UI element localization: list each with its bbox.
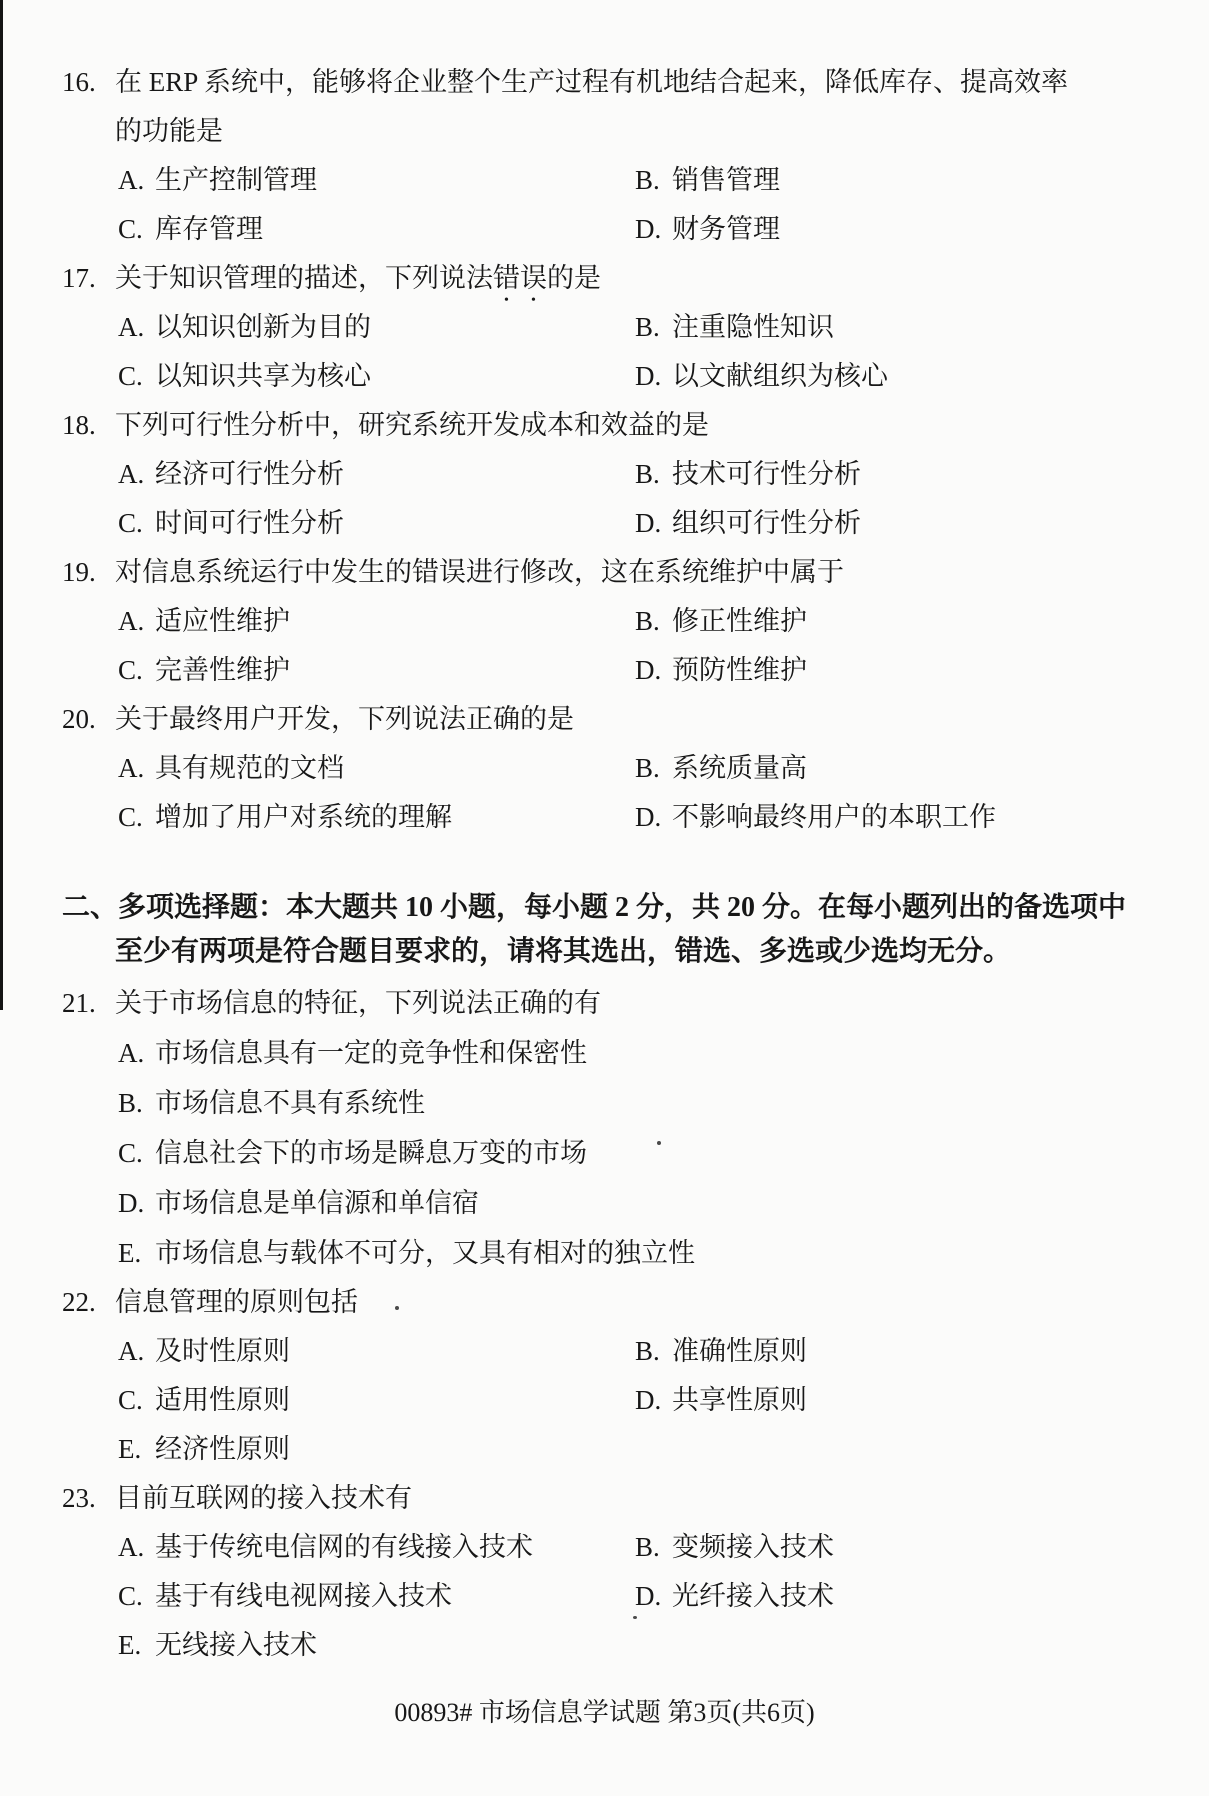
option-text: 技术可行性分析 [672,459,861,489]
option-text: 修正性维护 [672,606,807,636]
option-text: 组织可行性分析 [672,508,861,538]
option-letter: C. [118,508,143,538]
question-17-options [62,303,1158,401]
question-23-options [62,1523,1158,1670]
question-stem-text: 关于最终用户开发，下列说法正确的是 [115,704,574,734]
question-number: 23. [62,1483,96,1513]
option-text: 变频接入技术 [672,1532,834,1562]
option-text: 共享性原则 [672,1385,807,1415]
option-text: 不影响最终用户的本职工作 [672,802,996,832]
question-18 [62,401,1158,548]
question-number: 22. [62,1287,96,1317]
option-c [118,1572,635,1621]
option-b [635,744,1158,793]
question-stem-text: 在 ERP 系统中，能够将企业整个生产过程有机地结合起来，降低库存、提高效率 [115,67,1069,97]
option-letter: A. [118,753,145,783]
option-a [118,744,635,793]
option-text: 适用性原则 [155,1385,290,1415]
option-letter: C. [118,361,143,391]
section-two-header [62,886,1158,974]
question-22 [62,1278,1158,1474]
option-letter: D. [635,361,662,391]
option-letter: C. [118,214,143,244]
option-letter: B. [635,753,660,783]
option-d [635,499,1158,548]
question-16 [62,58,1158,254]
page-footer: 00893# 市场信息学试题 第3页(共6页) [394,1698,815,1727]
option-text: 准确性原则 [672,1336,807,1366]
option-a [118,156,635,205]
option-text: 系统质量高 [672,753,807,783]
question-23 [62,1474,1158,1670]
option-text: 生产控制管理 [155,165,317,195]
question-number: 21. [62,988,96,1018]
option-c [118,499,635,548]
option-c [118,1376,635,1425]
question-21-stem [62,979,1158,1028]
option-text: 库存管理 [155,214,263,244]
option-text: 市场信息是单信源和单信宿 [155,1188,479,1218]
option-c [118,205,635,254]
option-letter: A. [118,1038,145,1068]
option-letter: B. [635,1532,660,1562]
option-letter: A. [118,165,145,195]
option-text: 基于有线电视网接入技术 [155,1581,452,1611]
option-letter: A. [118,1336,145,1366]
option-text: 信息社会下的市场是瞬息万变的市场 [155,1138,587,1168]
option-letter: C. [118,802,143,832]
question-number: 20. [62,704,96,734]
option-letter: A. [118,459,145,489]
option-letter: E. [118,1238,142,1268]
question-20 [62,695,1158,842]
question-17 [62,254,1158,401]
question-stem-text: 对信息系统运行中发生的错误进行修改，这在系统维护中属于 [115,557,844,587]
option-b [635,597,1158,646]
option-letter: D. [118,1188,145,1218]
option-text: 市场信息不具有系统性 [155,1088,425,1118]
question-stem-text: 目前互联网的接入技术有 [115,1483,412,1513]
question-16-stem [62,58,1158,107]
section-two-line1 [62,886,1158,930]
option-c [118,793,635,842]
option-text: 以文献组织为核心 [672,361,888,391]
question-stem-text: 关于市场信息的特征，下列说法正确的有 [115,988,601,1018]
scan-edge-artifact [0,0,3,1010]
section-instructions: 多项选择题：本大题共 10 小题，每小题 2 分，共 20 分。在每小题列出的备选项中 [118,892,1127,923]
option-letter: C. [118,1138,143,1168]
option-b [635,450,1158,499]
stem-suffix: 的是 [547,263,601,293]
option-letter: E. [118,1630,142,1660]
option-text: 销售管理 [672,165,780,195]
question-stem-text: 下列可行性分析中，研究系统开发成本和效益的是 [115,410,709,440]
option-text: 及时性原则 [155,1336,290,1366]
option-text: 市场信息与载体不可分，又具有相对的独立性 [155,1238,695,1268]
stem-emphasized-word: 错误 [493,263,547,293]
question-17-stem [62,254,1158,303]
option-text: 经济性原则 [155,1434,290,1464]
option-letter: D. [635,1581,662,1611]
option-text: 以知识共享为核心 [155,361,371,391]
question-stem-text: 信息管理的原则包括 [115,1287,358,1317]
question-19 [62,548,1158,695]
question-21 [62,979,1158,1278]
option-a [118,1327,635,1376]
option-e [118,1425,635,1474]
option-letter: C. [118,655,143,685]
option-d [635,205,1158,254]
option-c [118,646,635,695]
question-18-stem [62,401,1158,450]
question-number: 17. [62,263,96,293]
option-b [635,303,1158,352]
option-b [118,1078,1158,1128]
question-number: 19. [62,557,96,587]
option-letter: B. [635,1336,660,1366]
option-d [635,1376,1158,1425]
option-text: 以知识创新为目的 [155,312,371,342]
option-e [118,1228,1158,1278]
question-stem-text [115,254,601,303]
option-c [118,352,635,401]
option-d [635,1572,1158,1621]
option-text: 预防性维护 [672,655,807,685]
option-e [118,1621,635,1670]
option-letter: D. [635,508,662,538]
option-text: 增加了用户对系统的理解 [155,802,452,832]
option-letter: D. [635,214,662,244]
option-text: 经济可行性分析 [155,459,344,489]
option-letter: C. [118,1385,143,1415]
question-16-options [62,156,1158,254]
option-d [635,793,1158,842]
section-number: 二、 [62,892,119,923]
question-number: 16. [62,67,96,97]
page-content [62,58,1158,1670]
option-text: 无线接入技术 [155,1630,317,1660]
option-letter: C. [118,1581,143,1611]
option-a [118,597,635,646]
option-text: 光纤接入技术 [672,1581,834,1611]
option-letter: A. [118,312,145,342]
option-letter: D. [635,655,662,685]
option-letter: E. [118,1434,142,1464]
option-text: 基于传统电信网的有线接入技术 [155,1532,533,1562]
stem-prefix: 关于知识管理的描述，下列说法 [115,263,493,293]
question-16-stem-cont: 的功能是 [115,116,223,146]
option-letter: B. [118,1088,143,1118]
option-d [118,1178,1158,1228]
question-19-stem [62,548,1158,597]
option-letter: D. [635,1385,662,1415]
option-d [635,352,1158,401]
option-b [635,156,1158,205]
option-text: 市场信息具有一定的竞争性和保密性 [155,1038,587,1068]
option-text: 具有规范的文档 [155,753,344,783]
question-21-options [62,1028,1158,1278]
section-two-line2: 至少有两项是符合题目要求的，请将其选出，错选、多选或少选均无分。 [115,936,1012,967]
option-letter: A. [118,1532,145,1562]
option-letter: D. [635,802,662,832]
option-text: 适应性维护 [155,606,290,636]
question-22-stem [62,1278,1158,1327]
option-text: 时间可行性分析 [155,508,344,538]
option-letter: B. [635,165,660,195]
option-text: 财务管理 [672,214,780,244]
option-letter: B. [635,459,660,489]
option-a [118,303,635,352]
question-number: 18. [62,410,96,440]
question-20-stem [62,695,1158,744]
option-c [118,1128,1158,1178]
option-a [118,1028,1158,1078]
option-letter: B. [635,606,660,636]
question-22-options [62,1327,1158,1474]
question-18-options [62,450,1158,548]
option-b [635,1523,1158,1572]
option-letter: A. [118,606,145,636]
question-19-options [62,597,1158,695]
option-d [635,646,1158,695]
question-23-stem [62,1474,1158,1523]
option-letter: B. [635,312,660,342]
option-b [635,1327,1158,1376]
option-text: 完善性维护 [155,655,290,685]
option-a [118,450,635,499]
question-20-options [62,744,1158,842]
option-a [118,1523,635,1572]
option-text: 注重隐性知识 [672,312,834,342]
